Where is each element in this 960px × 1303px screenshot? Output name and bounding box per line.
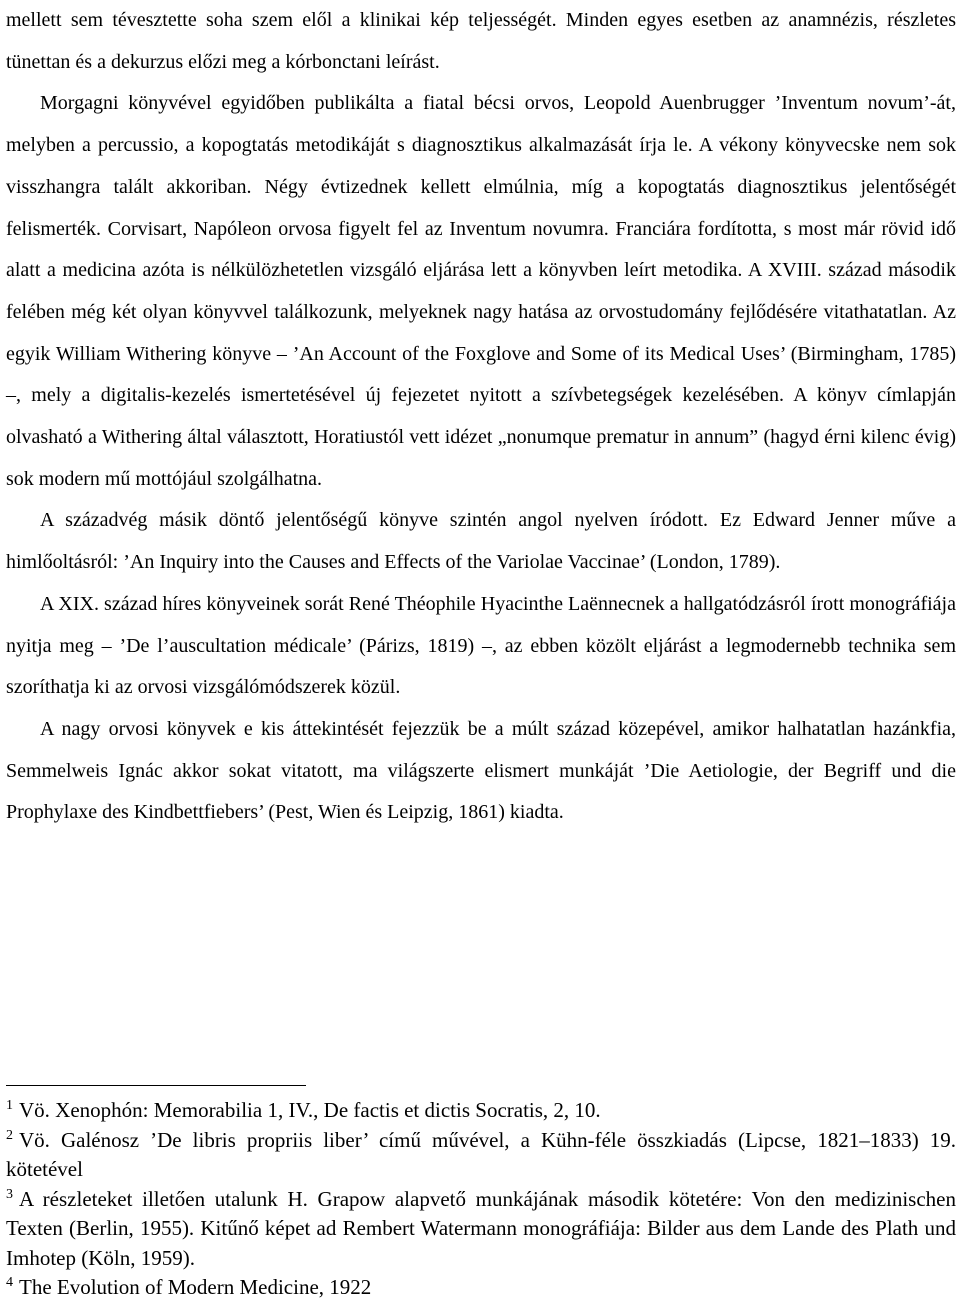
paragraph-semmelweis: A nagy orvosi könyvek e kis áttekintését fejezzük be a múlt század közepével, amikor halhatatlan hazánkfia, Semmelweis Ignác akkor sokat vitatott, ma világszerte elismert munkáját ’Die Aetiologie, der Begriff und die Prophylaxe des Kindbettfiebers’ (Pest, Wien és Leipzig, 1861) kiadta.	[6, 717, 956, 824]
paragraph-jenner: A századvég másik döntő jelentőségű könyve szintén angol nyelven íródott. Ez Edward Jenner műve a himlőoltásról: ’An Inquiry into the Causes and Effects of the Variolae Vaccinae’ (London, 1789).	[6, 509, 956, 574]
footnote-text: A részleteket illetően utalunk H. Grapow alapvető munkájának második kötetére: Von den medizinischen Texten (Berlin, 1955). Kitűnő képet ad Rembert Watermann monográfiája: Bilder aus dem Lande des Plath und Imhotep (Köln, 1959).	[6, 1186, 956, 1270]
footnote-text: Vö. Galénosz ’De libris propriis liber’ című művével, a Kühn-féle összkiadás (Lipcse, 1821–1833) 19. kötetével	[6, 1127, 956, 1181]
paragraph-auenbrugger: Morgagni könyvével egyidőben publikálta a fiatal bécsi orvos, Leopold Auenbrugger ’Inventum novum’-át, melyben a percussio, a kopogtatás metodikáját s diagnosztikus alkalmazását írja le. A vékony könyvecske nem sok visszhangra talált akkoriban. Négy évtizednek kellett elmúlnia, míg a kopogtatás diagnosztikus jelentőségét felismerték. Corvisart, Napóleon orvosa figyelt fel az Inventum novumra. Franciára fordította, s most már rövid idő alatt a medicina azóta is nélkülözhetetlen vizsgáló eljárása lett a könyvben leírt metodika. A XVIII. század második felében még két olyan könyvvel találkozunk, melyeknek nagy hatása az orvostudomány fejlődésére vitathatatlan. Az egyik William Withering könyve – ’An Account of the Foxglove and Some of its Medical Uses’ (Birmingham, 1785) –, mely a digitalis-kezelés ismertetésével új fejezetet nyitott a szívbetegségek kezelésében. A könyv címlapján olvasható a Withering által választott, Horatiustól vett idézet „nonumque prematur in annum” (hagyd érni kilenc évig) sok modern mű mottójául szolgálhatna.	[6, 92, 956, 490]
footnote-4	[6, 1273, 956, 1303]
footnote-1	[6, 1096, 956, 1126]
footnote-number: 1	[6, 1098, 13, 1113]
body-text	[6, 0, 956, 834]
footnote-2	[6, 1126, 956, 1185]
footnote-separator	[6, 1085, 306, 1086]
footnotes	[6, 1096, 956, 1303]
footnote-number: 3	[6, 1186, 13, 1202]
footnote-text: Vö. Xenophón: Memorabilia 1, IV., De factis et dictis Socratis, 2, 10.	[19, 1098, 601, 1122]
footnote-3	[6, 1185, 956, 1274]
paragraph-continuation: mellett sem tévesztette soha szem elől a klinikai kép teljességét. Minden egyes esetben az anamnézis, részletes tünettan és a dekurzus előzi meg a kórbonctani leírást.	[6, 9, 956, 73]
paragraph-laennec: A XIX. század híres könyveinek sorát René Théophile Hyacinthe Laënnecnek a hallgatódzásról írott monográfiája nyitja meg – ’De l’auscultation médicale’ (Párizs, 1819) –, az ebben közölt eljárást a legmodernebb technika sem szoríthatja ki az orvosi vizsgálómódszerek közül.	[6, 592, 956, 699]
footnote-text: The Evolution of Modern Medicine, 1922	[19, 1275, 372, 1299]
footnote-number: 4	[6, 1275, 13, 1290]
document-page	[6, 0, 956, 834]
footnote-number: 2	[6, 1127, 13, 1143]
